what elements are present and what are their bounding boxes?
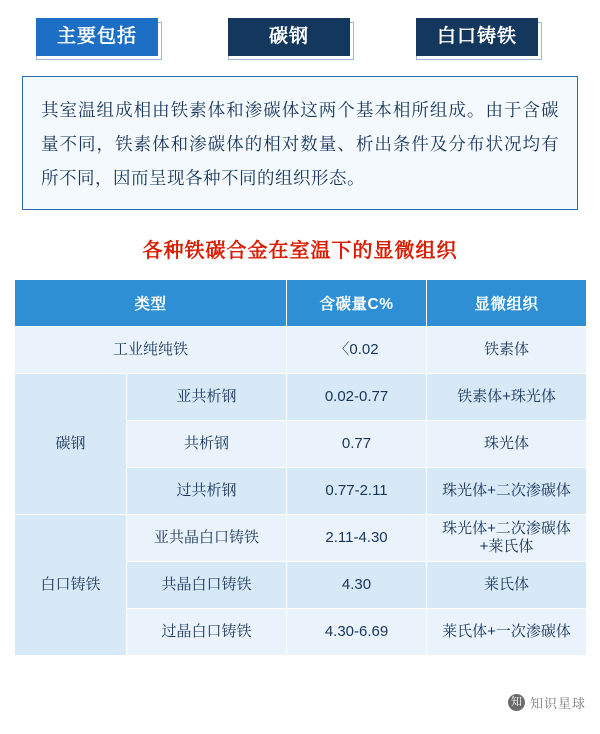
cell-carbon: 〈0.02: [287, 327, 427, 374]
table-header-structure: 显微组织: [427, 280, 587, 327]
watermark-text: 知识星球: [529, 696, 586, 711]
cell-type: 过晶白口铸铁: [127, 609, 287, 656]
cell-carbon: 2.11-4.30: [287, 515, 427, 562]
table-row: [15, 515, 587, 562]
cell-type: 亚共晶白口铸铁: [127, 515, 287, 562]
cell-group-white-cast-iron: 白口铸铁: [15, 515, 127, 656]
cell-group-carbon-steel: 碳钢: [15, 374, 127, 515]
cell-structure: 莱氏体: [427, 562, 587, 609]
description-text: 其室温组成相由铁素体和渗碳体这两个基本相所组成。由于含碳量不同，铁素体和渗碳体的相对数量、析出条件及分布状况均有所不同，因而呈现各种不同的组织形态。: [41, 100, 559, 189]
tag-carbon-steel: 碳钢: [228, 18, 350, 56]
page-title: 各种铁碳合金在室温下的显微组织: [142, 240, 458, 263]
cell-structure: 莱氏体+一次渗碳体: [427, 609, 587, 656]
cell-type: 过共析钢: [127, 468, 287, 515]
table-row: [15, 374, 587, 421]
cell-type: 亚共析钢: [127, 374, 287, 421]
tag-white-cast-iron: 白口铸铁: [416, 18, 538, 56]
table-header-row: [15, 280, 587, 327]
description-box: [22, 76, 578, 210]
alloy-table: [14, 279, 587, 656]
cell-carbon: 0.77: [287, 421, 427, 468]
cell-carbon: 4.30: [287, 562, 427, 609]
cell-structure: 珠光体: [427, 421, 587, 468]
cell-structure: 珠光体+二次渗碳体+莱氏体: [427, 515, 587, 562]
alloy-table-wrap: [14, 279, 586, 656]
table-header-type: 类型: [15, 280, 287, 327]
cell-carbon: 0.77-2.11: [287, 468, 427, 515]
table-row: [15, 327, 587, 374]
cell-type: 共析钢: [127, 421, 287, 468]
tag-main-includes: 主要包括: [36, 18, 158, 56]
cell-structure: 珠光体+二次渗碳体: [427, 468, 587, 515]
watermark-logo-icon: 知: [508, 694, 525, 711]
watermark: [508, 693, 586, 712]
cell-carbon: 4.30-6.69: [287, 609, 427, 656]
cell-type: 共晶白口铸铁: [127, 562, 287, 609]
table-header-carbon: 含碳量C%: [287, 280, 427, 327]
cell-structure: 铁素体: [427, 327, 587, 374]
cell-carbon: 0.02-0.77: [287, 374, 427, 421]
tag-row: [0, 0, 600, 56]
cell-structure: 铁素体+珠光体: [427, 374, 587, 421]
cell-type: 工业纯纯铁: [15, 327, 287, 374]
